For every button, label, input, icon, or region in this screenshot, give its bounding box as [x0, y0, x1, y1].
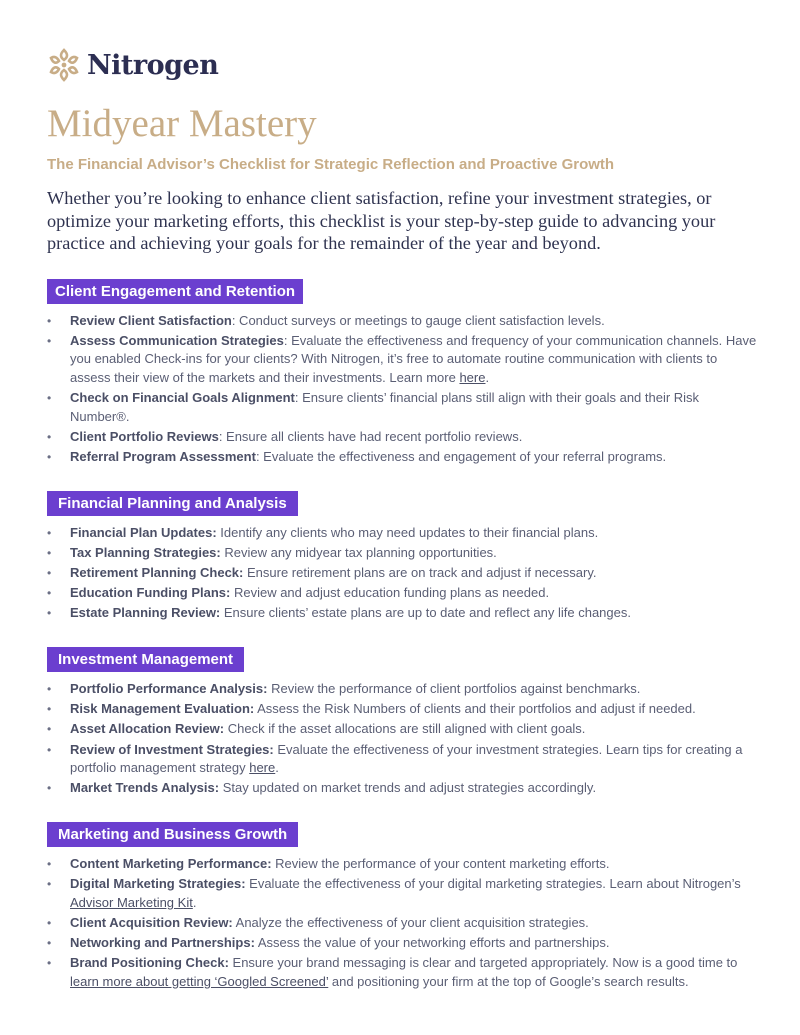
item-text: Review the performance of your content marketing efforts.: [271, 855, 610, 871]
item-text: : Evaluate the effectiveness and engagement of your referral programs.: [255, 449, 667, 465]
brand-logo: [47, 44, 759, 86]
list-item: [47, 934, 759, 953]
nitrogen-flower-logo-icon: [47, 46, 81, 84]
item-text-after: .: [485, 369, 490, 385]
list-item: [47, 564, 759, 583]
learn-more-link[interactable]: here: [459, 369, 486, 385]
item-title: Content Marketing Performance:: [70, 855, 272, 871]
item-title: Tax Planning Strategies:: [70, 544, 221, 560]
section-header: Marketing and Business Growth: [47, 822, 298, 847]
section-header: Financial Planning and Analysis: [47, 491, 298, 516]
list-item: [47, 544, 759, 563]
item-text-after: .: [275, 760, 279, 776]
list-item: [47, 779, 759, 798]
item-text: Assess the value of your networking efforts and partnerships.: [254, 935, 610, 951]
list-item: [47, 332, 759, 388]
list-item: [47, 448, 759, 467]
item-title: Client Acquisition Review:: [70, 914, 233, 930]
list-item: [47, 954, 759, 991]
item-text: Stay updated on market trends and adjust strategies accordingly.: [219, 780, 597, 796]
item-text: Identify any clients who may need updates to their financial plans.: [216, 524, 599, 540]
item-title: Asset Allocation Review:: [70, 721, 225, 737]
item-title: Networking and Partnerships:: [70, 935, 255, 951]
checklist: [47, 312, 759, 467]
item-text: Check if the asset allocations are still aligned with client goals.: [224, 721, 586, 737]
checklist: [47, 524, 759, 623]
item-title: Market Trends Analysis:: [70, 780, 220, 796]
item-title: Estate Planning Review:: [70, 605, 221, 621]
item-text: Ensure clients’ estate plans are up to date and reflect any life changes.: [220, 605, 631, 621]
list-item: [47, 875, 759, 912]
list-item: [47, 855, 759, 874]
section-investment-management: [47, 647, 759, 798]
item-title: Client Portfolio Reviews: [70, 428, 219, 444]
item-title: Digital Marketing Strategies:: [70, 876, 246, 892]
item-title: Retirement Planning Check:: [70, 565, 244, 580]
brand-name: Nitrogen: [87, 49, 219, 81]
item-text: : Ensure clients’ financial plans still align with their goals and their Risk Number®.: [70, 390, 700, 424]
item-title: Education Funding Plans:: [70, 585, 231, 601]
item-title: Financial Plan Updates:: [70, 524, 217, 540]
document-page: [47, 44, 759, 993]
item-text: Evaluate the effectiveness of your investment strategies. Learn tips for creating a portfolio management strategy: [70, 741, 743, 776]
item-text-after: and positioning your firm at the top of Google’s search results.: [328, 973, 689, 989]
list-item: [47, 914, 759, 933]
item-title: Referral Program Assessment: [70, 449, 256, 465]
list-item: [47, 584, 759, 603]
item-text: Assess the Risk Numbers of clients and their portfolios and adjust if needed.: [254, 701, 696, 717]
list-item: [47, 680, 759, 699]
advisor-marketing-kit-link[interactable]: Advisor Marketing Kit: [70, 894, 193, 910]
checklist: [47, 855, 759, 992]
item-title: Brand Positioning Check:: [70, 955, 229, 971]
item-title: Review Client Satisfaction: [70, 312, 232, 328]
googled-screened-link[interactable]: learn more about getting ‘Googled Screened’: [70, 973, 329, 989]
section-header: Client Engagement and Retention: [47, 279, 303, 304]
list-item: [47, 720, 759, 739]
section-marketing-growth: [47, 822, 759, 992]
portfolio-strategy-link[interactable]: here: [249, 760, 276, 776]
item-text: Review and adjust education funding plans as needed.: [230, 585, 550, 601]
section-header: Investment Management: [47, 647, 244, 672]
item-text-after: .: [192, 894, 197, 910]
item-text: Ensure retirement plans are on track and adjust if necessary.: [243, 565, 597, 580]
checklist: [47, 680, 759, 798]
section-client-engagement: [47, 279, 759, 467]
list-item: [47, 428, 759, 447]
list-item: [47, 524, 759, 543]
item-title: Check on Financial Goals Alignment: [70, 390, 295, 406]
list-item: [47, 700, 759, 719]
list-item: [47, 389, 759, 426]
item-title: Assess Communication Strategies: [70, 332, 284, 348]
item-title: Risk Management Evaluation:: [70, 701, 255, 717]
list-item: [47, 741, 759, 778]
item-title: Review of Investment Strategies:: [70, 741, 274, 757]
item-title: Portfolio Performance Analysis:: [70, 680, 268, 696]
item-text: Review the performance of client portfolios against benchmarks.: [267, 680, 641, 696]
item-text: Ensure your brand messaging is clear and targeted appropriately. Now is a good time to: [228, 955, 738, 971]
item-text: Analyze the effectiveness of your client acquisition strategies.: [232, 914, 589, 930]
item-text: Evaluate the effectiveness of your digital marketing strategies. Learn about Nitrogen’s: [245, 876, 741, 892]
item-text: : Evaluate the effectiveness and frequency of your communication channels. Have you enabled Check-ins for your clients? With Nitrogen, it’s free to automate routine communication with clients to assess their view of the markets and their investments. Learn more: [70, 332, 757, 385]
list-item: [47, 604, 759, 623]
item-text: : Ensure all clients have had recent portfolio reviews.: [218, 428, 523, 444]
intro-paragraph: Whether you’re looking to enhance client satisfaction, refine your investment strategies, or optimize your marketing efforts, this checklist is your step-by-step guide to advancing your practice and achieving your goals for the remainder of the year and beyond.: [47, 188, 716, 253]
page-subtitle: The Financial Advisor’s Checklist for Strategic Reflection and Proactive Growth: [47, 156, 615, 173]
page-title: Midyear Mastery: [47, 102, 317, 145]
item-text: Review any midyear tax planning opportunities.: [220, 544, 497, 560]
section-financial-planning: [47, 491, 759, 623]
item-text: : Conduct surveys or meetings to gauge client satisfaction levels.: [231, 312, 605, 328]
list-item: [47, 312, 759, 331]
